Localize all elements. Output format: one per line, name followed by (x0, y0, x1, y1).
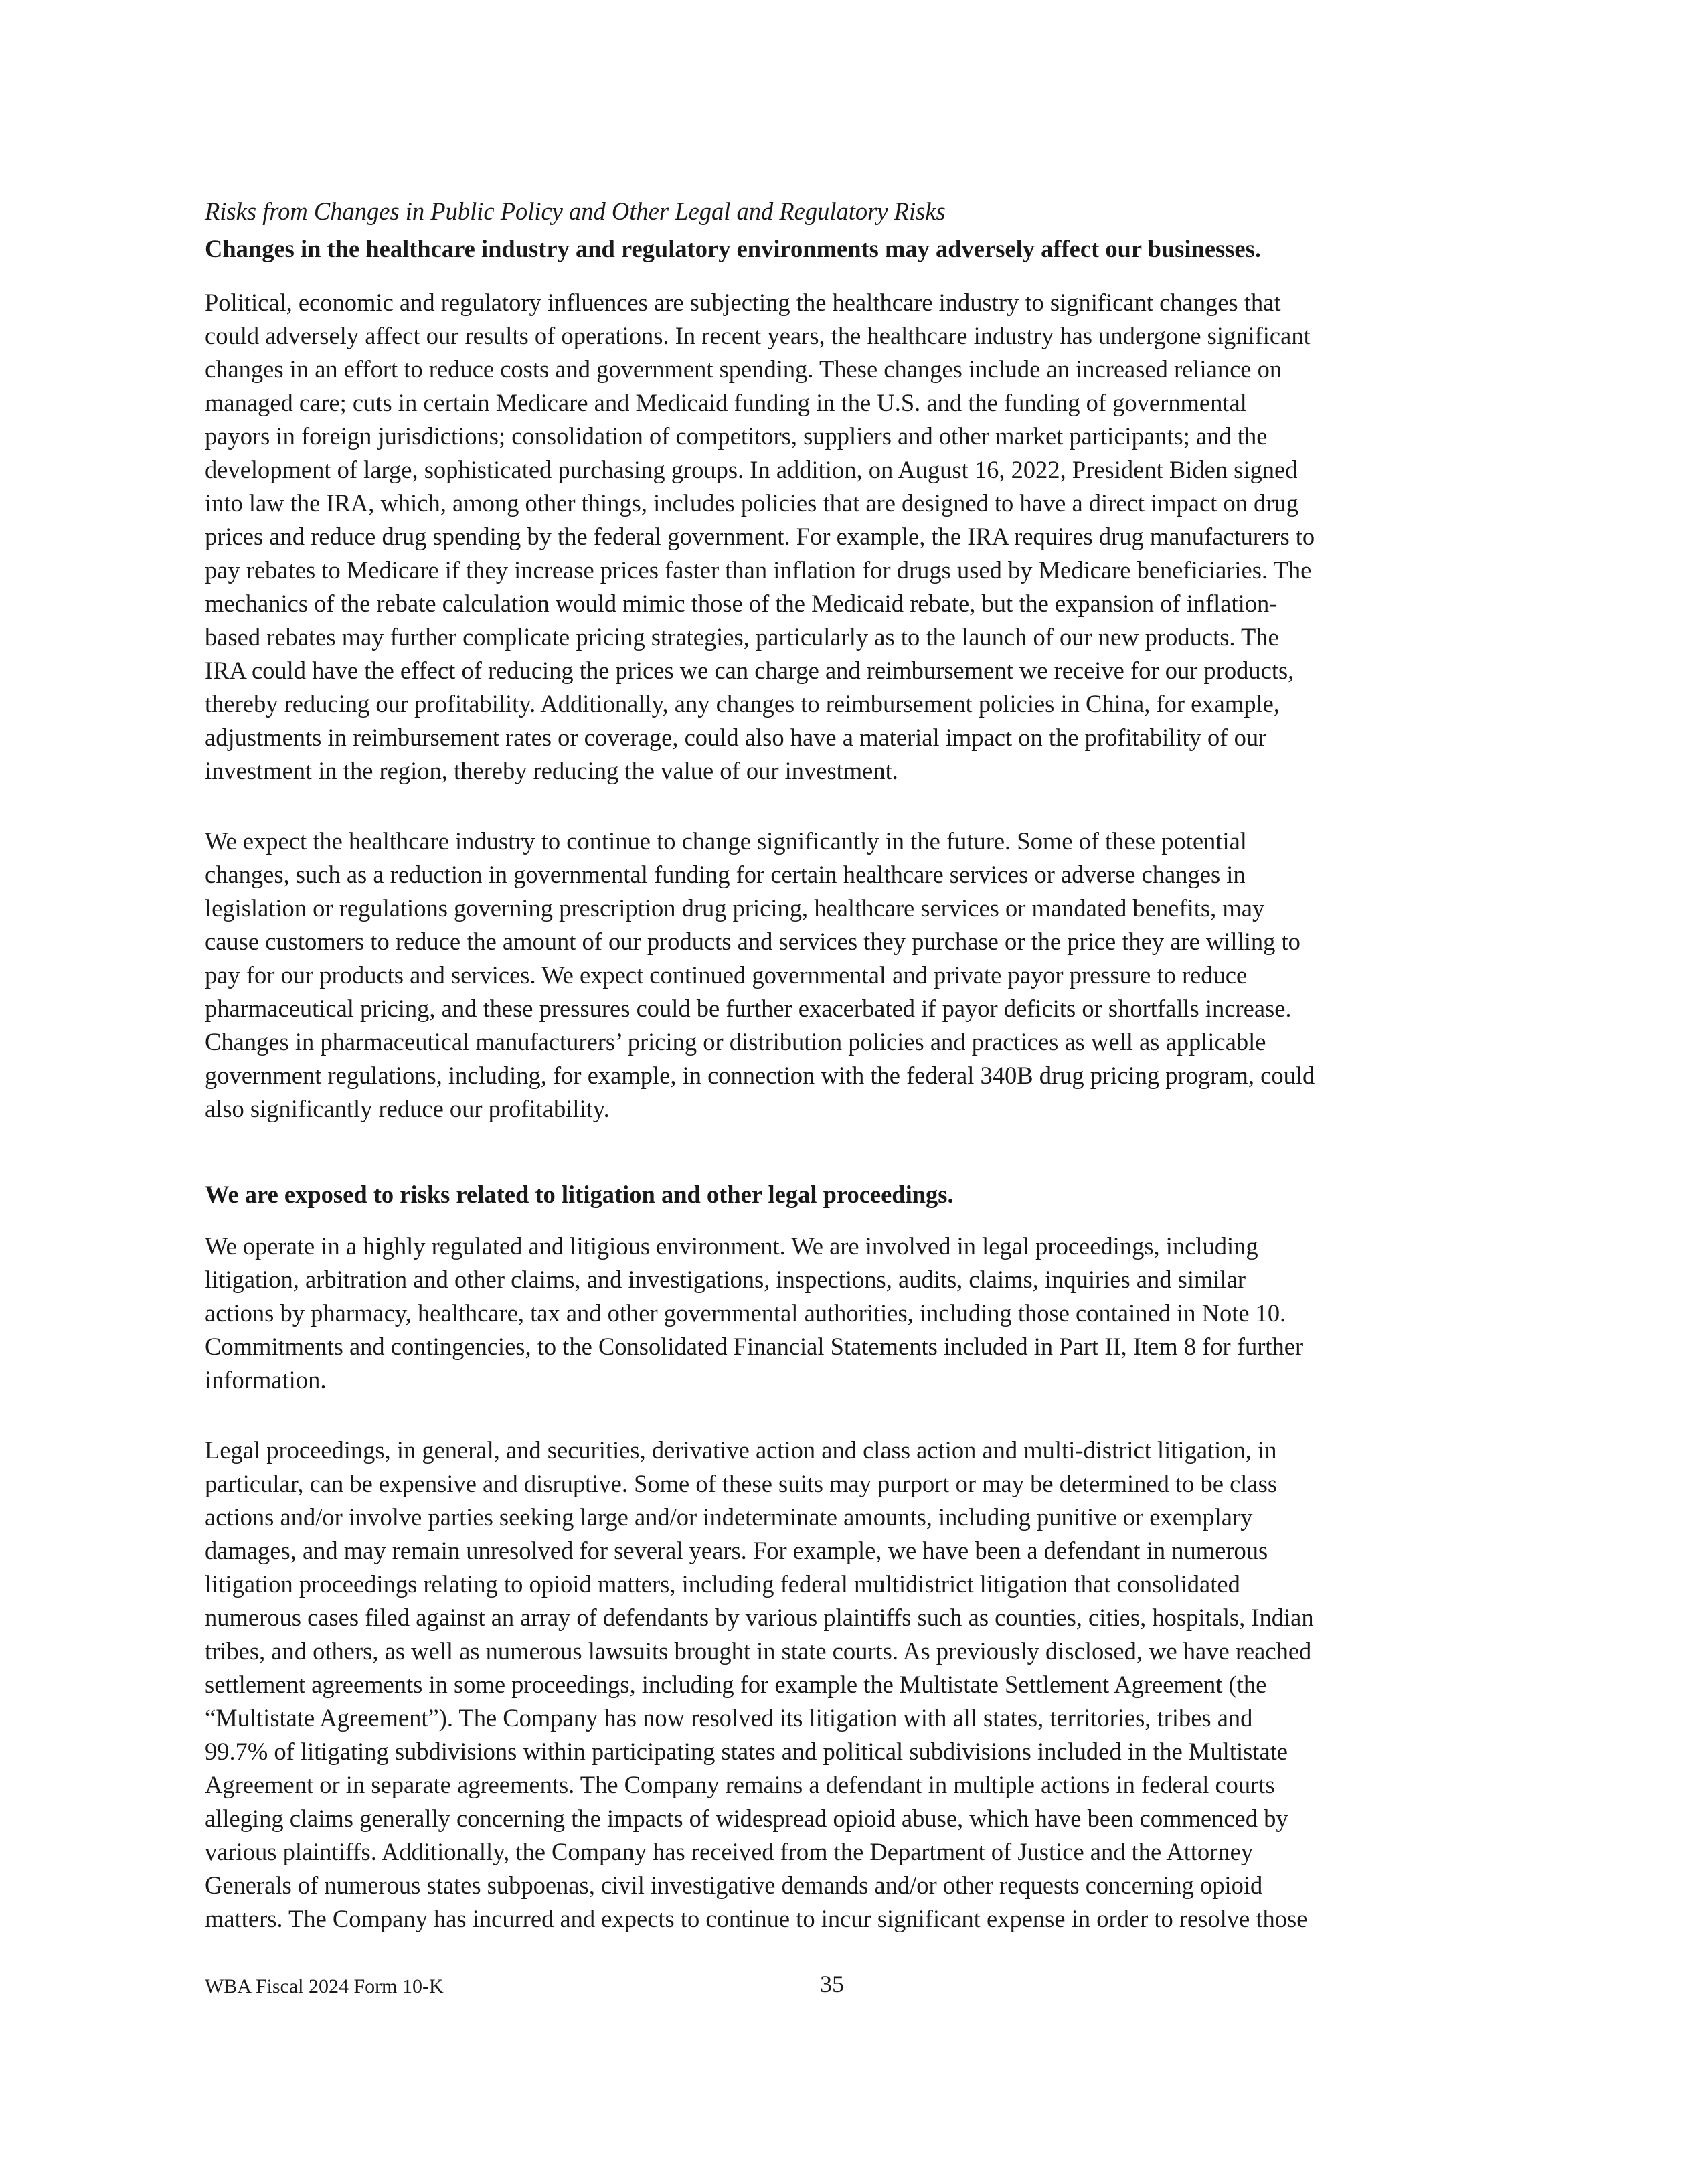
paragraph-line: 99.7% of litigating subdivisions within participating states and political subdivisions included in the Multistate (205, 1738, 1288, 1765)
paragraph-line: managed care; cuts in certain Medicare and Medicaid funding in the U.S. and the funding of governmental (205, 389, 1247, 416)
paragraph-line: settlement agreements in some proceedings, including for example the Multistate Settlement Agreement (the (205, 1671, 1267, 1698)
paragraph-line: various plaintiffs. Additionally, the Company has received from the Department of Justice and the Attorney (205, 1838, 1254, 1865)
paragraph-line: damages, and may remain unresolved for several years. For example, we have been a defendant in numerous (205, 1537, 1268, 1564)
paragraph-line: Commitments and contingencies, to the Consolidated Financial Statements included in Part II, Item 8 for further (205, 1333, 1304, 1360)
footer-document-name: WBA Fiscal 2024 Form 10-K (205, 1975, 444, 1997)
paragraph-line: numerous cases filed against an array of defendants by various plaintiffs such as counties, cities, hospitals, Indian (205, 1604, 1314, 1631)
paragraph-line: also significantly reduce our profitability. (205, 1095, 610, 1122)
paragraph-line: actions by pharmacy, healthcare, tax and other governmental authorities, including those contained in Note 10. (205, 1299, 1286, 1327)
paragraph-line: “Multistate Agreement”). The Company has now resolved its litigation with all states, territories, tribes and (205, 1704, 1253, 1732)
paragraph-line: pay rebates to Medicare if they increase prices faster than inflation for drugs used by Medicare beneficiaries. The (205, 556, 1312, 584)
paragraph-line: Political, economic and regulatory influences are subjecting the healthcare industry to significant changes that (205, 288, 1281, 316)
paragraph-line: particular, can be expensive and disruptive. Some of these suits may purport or may be determined to be class (205, 1470, 1278, 1497)
paragraph-line: We expect the healthcare industry to continue to change significantly in the future. Some of these potential (205, 827, 1247, 855)
paragraph-line: tribes, and others, as well as numerous lawsuits brought in state courts. As previously disclosed, we have reached (205, 1637, 1312, 1665)
paragraph-line: development of large, sophisticated purchasing groups. In addition, on August 16, 2022, President Biden signed (205, 456, 1298, 483)
paragraph-line: into law the IRA, which, among other things, includes policies that are designed to have a direct impact on drug (205, 489, 1298, 517)
footer-page-number: 35 (820, 1970, 844, 1997)
paragraph-line: information. (205, 1366, 327, 1394)
paragraph-line: pharmaceutical pricing, and these pressures could be further exacerbated if payor deficits or shortfalls increase. (205, 995, 1292, 1022)
paragraph-line: based rebates may further complicate pricing strategies, particularly as to the launch of our new products. The (205, 623, 1279, 651)
paragraph-line: alleging claims generally concerning the impacts of widespread opioid abuse, which have been commenced by (205, 1804, 1288, 1832)
paragraph-line: Agreement or in separate agreements. The Company remains a defendant in multiple actions in federal courts (205, 1771, 1275, 1798)
paragraph-line: adjustments in reimbursement rates or coverage, could also have a material impact on the profitability of our (205, 724, 1267, 751)
paragraph-line: thereby reducing our profitability. Additionally, any changes to reimbursement policies in China, for example, (205, 690, 1280, 718)
paragraph-line: Legal proceedings, in general, and securities, derivative action and class action and multi-district litigation, in (205, 1436, 1277, 1464)
paragraph-line: mechanics of the rebate calculation would mimic those of the Medicaid rebate, but the expansion of inflation- (205, 590, 1278, 617)
risk-title-litigation: We are exposed to risks related to litigation and other legal proceedings. (205, 1181, 954, 1208)
paragraph-line: IRA could have the effect of reducing the prices we can charge and reimbursement we receive for our products, (205, 657, 1294, 684)
paragraph-line: litigation, arbitration and other claims, and investigations, inspections, audits, claims, inquiries and similar (205, 1266, 1246, 1293)
paragraph-line: prices and reduce drug spending by the federal government. For example, the IRA requires drug manufacturers to (205, 523, 1315, 550)
paragraph-line: actions and/or involve parties seeking large and/or indeterminate amounts, including punitive or exemplary (205, 1503, 1253, 1531)
risk-title-healthcare-regulatory: Changes in the healthcare industry and regulatory environments may adversely affect our businesses. (205, 235, 1261, 262)
paragraph-line: changes in an effort to reduce costs and government spending. These changes include an increased reliance on (205, 355, 1282, 383)
paragraph-line: cause customers to reduce the amount of our products and services they purchase or the price they are willing to (205, 928, 1300, 955)
paragraph-line: legislation or regulations governing prescription drug pricing, healthcare services or mandated benefits, may (205, 894, 1265, 922)
paragraph-line: changes, such as a reduction in governmental funding for certain healthcare services or adverse changes in (205, 861, 1246, 888)
paragraph-line: government regulations, including, for example, in connection with the federal 340B drug pricing program, could (205, 1062, 1315, 1089)
paragraph-line: investment in the region, thereby reducing the value of our investment. (205, 757, 898, 784)
paragraph-line: litigation proceedings relating to opioid matters, including federal multidistrict litigation that consolidated (205, 1570, 1240, 1598)
section-heading: Risks from Changes in Public Policy and Other Legal and Regulatory Risks (205, 197, 946, 225)
paragraph-line: payors in foreign jurisdictions; consolidation of competitors, suppliers and other market participants; and the (205, 422, 1268, 450)
paragraph-line: Generals of numerous states subpoenas, civil investigative demands and/or other requests concerning opioid (205, 1871, 1263, 1899)
paragraph-line: Changes in pharmaceutical manufacturers’ pricing or distribution policies and practices as well as applicable (205, 1028, 1266, 1056)
paragraph-line: could adversely affect our results of operations. In recent years, the healthcare industry has undergone significant (205, 322, 1311, 349)
paragraph-line: pay for our products and services. We expect continued governmental and private payor pressure to reduce (205, 961, 1248, 989)
paragraph-line: We operate in a highly regulated and litigious environment. We are involved in legal proceedings, including (205, 1232, 1258, 1260)
paragraph-line: matters. The Company has incurred and expects to continue to incur significant expense in order to resolve those (205, 1905, 1308, 1932)
